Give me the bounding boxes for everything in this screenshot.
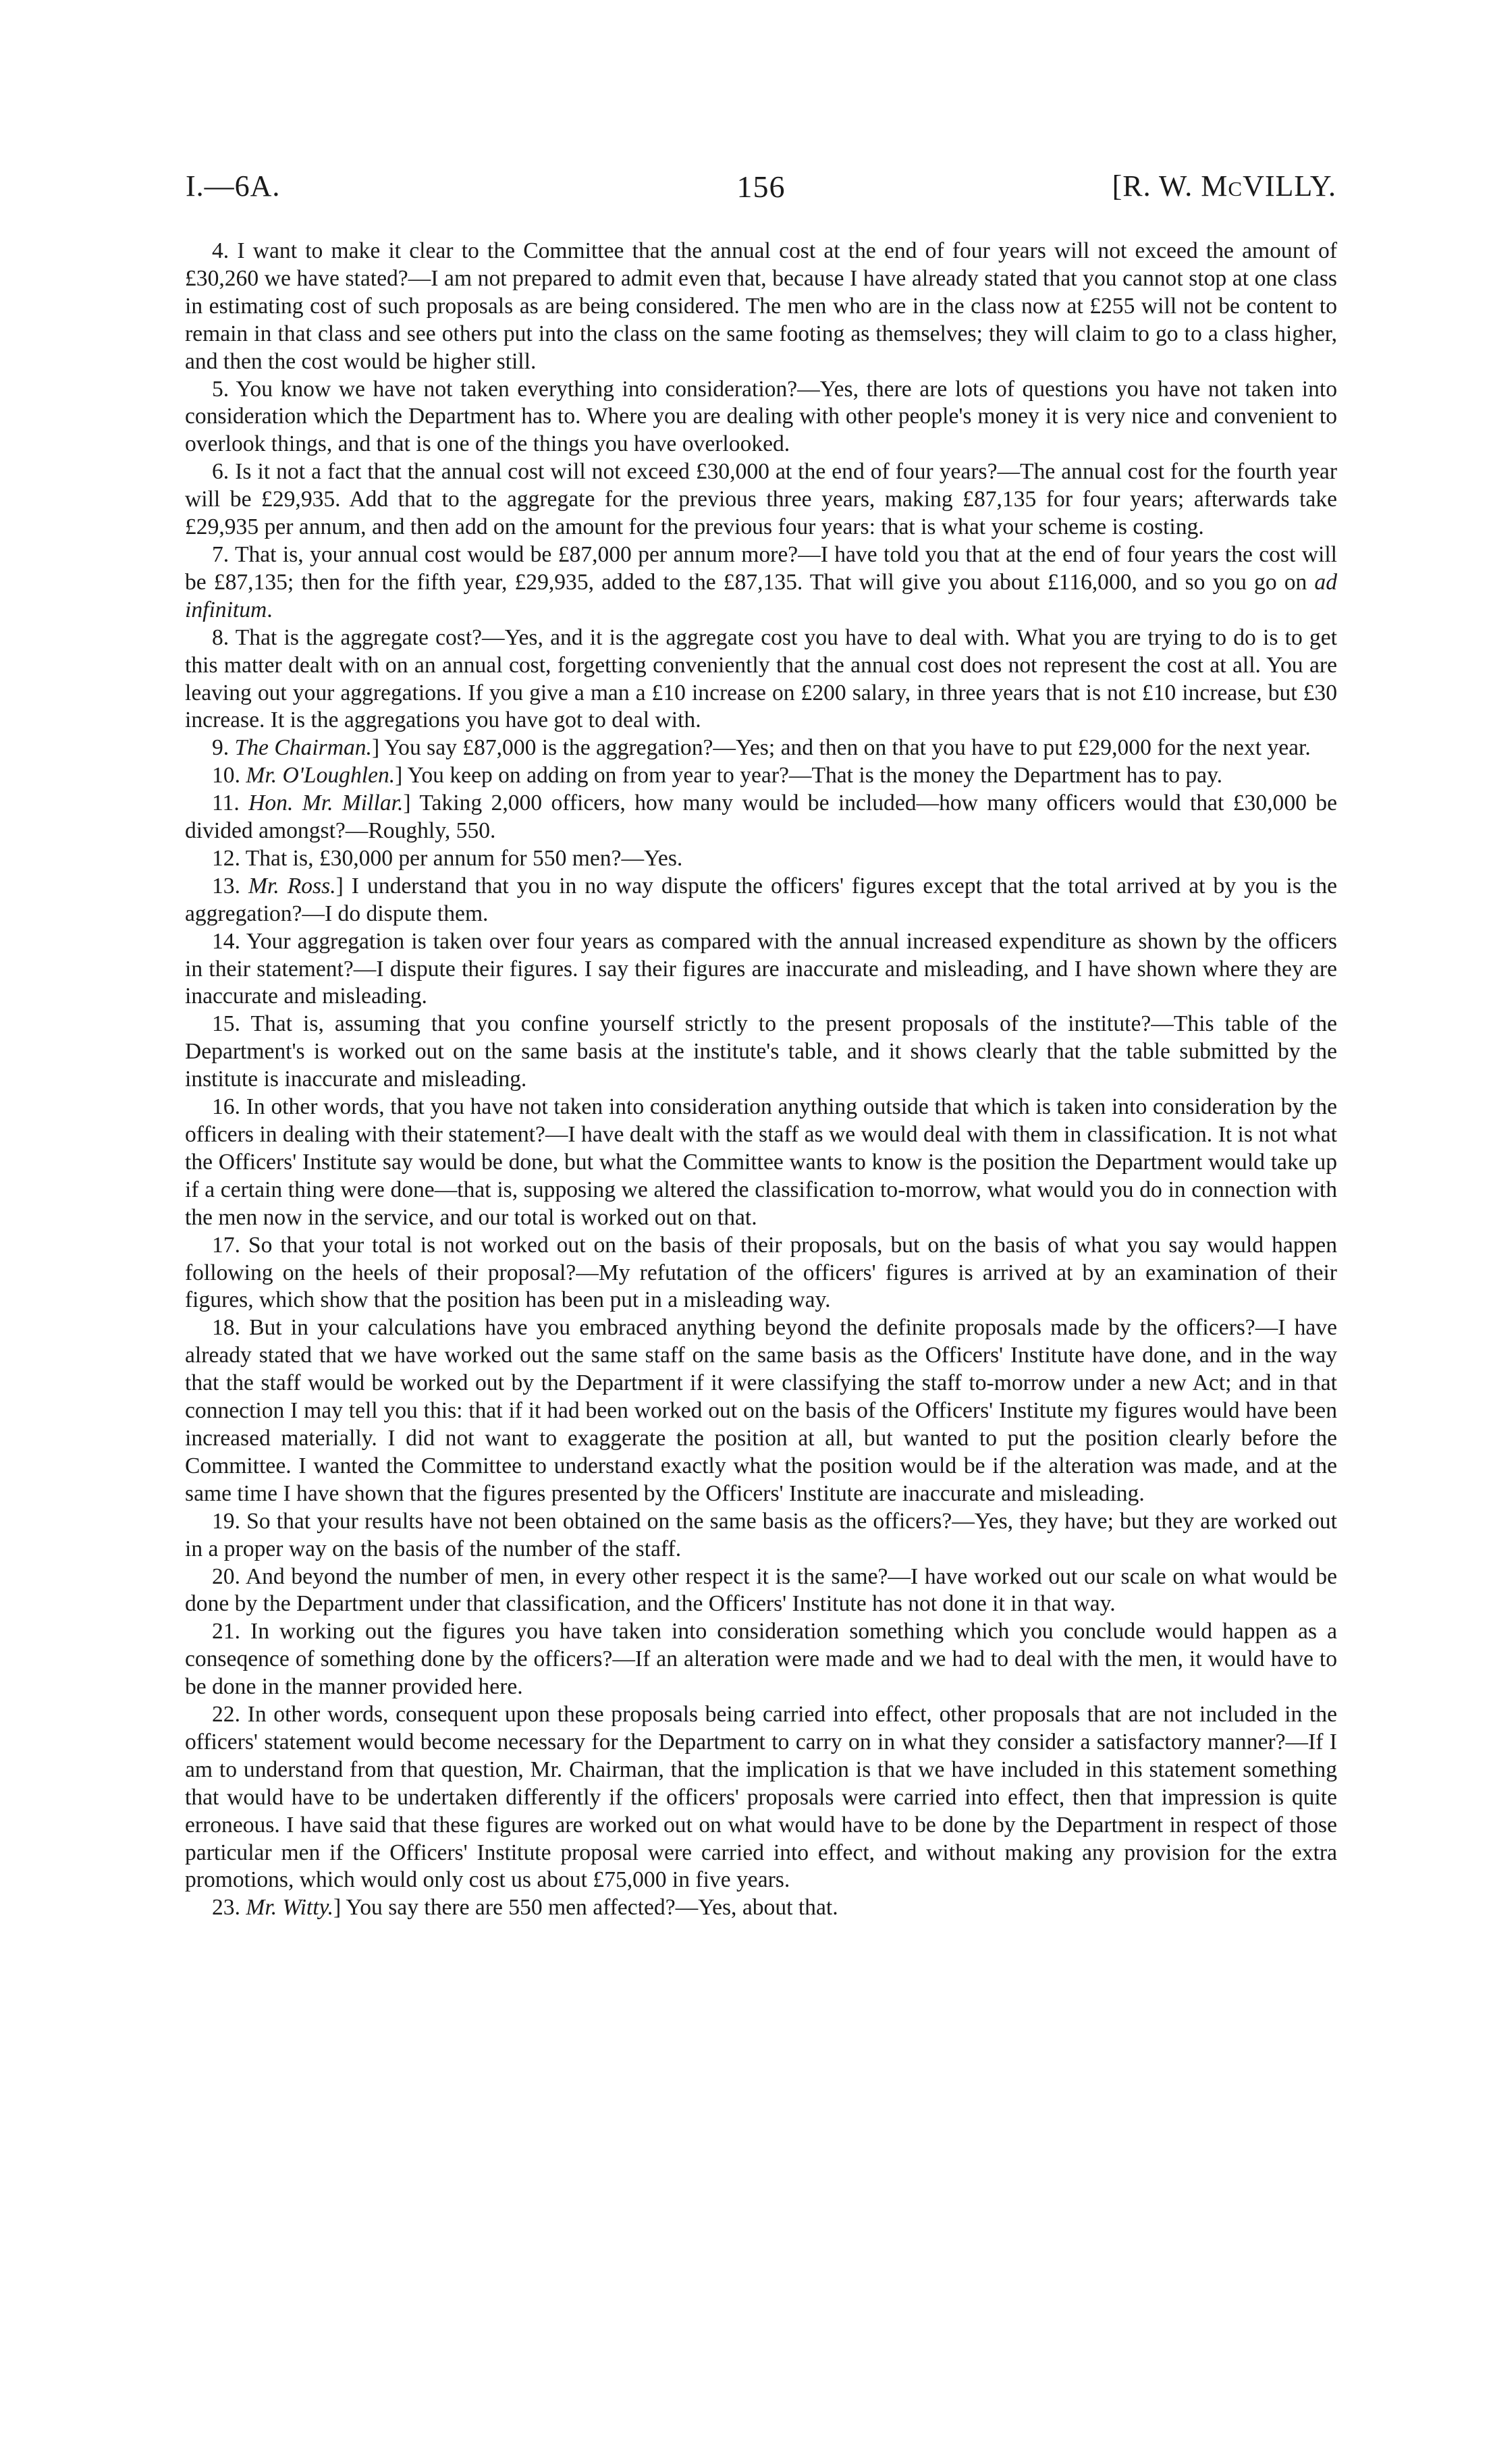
paragraph-text: 22. In other words, consequent upon these proposals being carried into effect, other proposals that are not included in the officers' statement would become necessary for the Department to carry on in what they consider a satisfactory manner?—If I am to understand from that question, Mr. Chairman, that the implication is that we have included in this statement something that would have to be undertaken differently if the officers' proposals were carried into effect, then that impression is quite erroneous. I have said that these figures are worked out on what would have to be done by the Department in respect of those particular men if the Officers' Institute proposal were carried into effect, and without making any provision for the extra promotions, which would only cost us about £75,000 in five years. bbox=[185, 1702, 1337, 1893]
paragraph-text: ] I understand that you in no way dispute the officers' figures except that the total arrived at by you is the aggregation?—I do dispute them. bbox=[185, 873, 1337, 926]
paragraph-text: 9. bbox=[212, 735, 235, 761]
evidence-body bbox=[185, 238, 1337, 1922]
paragraph-text: 16. In other words, that you have not taken into consideration anything outside that which is taken into consideration by the officers in dealing with their statement?—I have dealt with the staff as we would deal with them in classification. It is not what the Officers' Institute say would be done, but what the Committee wants to know is the position the Department would take up if a certain thing were done—that is, supposing we altered the classification to-morrow, what would you do in connection with the men now in the service, and our total is worked out on that. bbox=[185, 1094, 1337, 1230]
speaker-name: ad infinitum bbox=[185, 569, 1337, 622]
paragraph-text: 10. bbox=[212, 763, 246, 788]
paragraph-text: 17. So that your total is not worked out on the basis of their proposals, but on the basis of what you say would happen following on the heels of their proposal?—My refutation of the officers' figures is arrived at by an examination of their figures, which show that the position has been put in a misleading way. bbox=[185, 1232, 1337, 1313]
paragraph-text: 4. I want to make it clear to the Committee that the annual cost at the end of four years will not exceed the amount of £30,260 we have stated?—I am not prepared to admit even that, because I have already stated that you cannot stop at one class in estimating cost of such proposals as are being considered. The men who are in the class now at £255 will not be content to remain in that class and see others put into the class on the same footing as themselves; they will claim to go to a class higher, and then the cost would be higher still. bbox=[185, 238, 1337, 374]
question-paragraph bbox=[185, 1314, 1337, 1507]
paragraph-text: ] Taking 2,000 officers, how many would be included—how many officers would that £30,000 be divided amongst?—Roughly, 550. bbox=[185, 791, 1337, 844]
paragraph-text: ] You say £87,000 is the aggregation?—Yes; and then on that you have to put £29,000 for the next year. bbox=[371, 735, 1311, 761]
paragraph-text: 8. That is the aggregate cost?—Yes, and it is the aggregate cost you have to deal with. What you are trying to do is to get this matter dealt with on an annual cost, forgetting conveniently that the annual cost does not represent the cost at all. You are leaving out your aggregations. If you give a man a £10 increase on £200 salary, in three years that is not £10 increase, but £30 increase. It is the aggregations you have got to deal with. bbox=[185, 624, 1337, 733]
page-header bbox=[186, 169, 1336, 209]
witness-name: [R. W. McVILLY. bbox=[1112, 169, 1336, 203]
speaker-name: Mr. O'Loughlen. bbox=[246, 763, 396, 788]
paper-reference: I.—6A. bbox=[186, 169, 281, 203]
question-paragraph bbox=[185, 762, 1337, 790]
paragraph-text: 11. bbox=[212, 791, 249, 816]
question-paragraph bbox=[185, 873, 1337, 928]
question-paragraph bbox=[185, 1508, 1337, 1563]
question-paragraph bbox=[185, 1563, 1337, 1619]
paragraph-text: 6. Is it not a fact that the annual cost will not exceed £30,000 at the end of four years?—The annual cost for the fourth year will be £29,935. Add that to the aggregate for the previous three years, making £87,135 for four years; afterwards take £29,935 per annum, and then add on the amount for the previous four years: that is what your scheme is costing. bbox=[185, 459, 1337, 540]
question-paragraph bbox=[185, 1011, 1337, 1094]
paragraph-text: ] You say there are 550 men affected?—Yes, about that. bbox=[333, 1895, 838, 1921]
speaker-name: Mr. Witty. bbox=[246, 1895, 334, 1921]
question-paragraph bbox=[185, 1618, 1337, 1701]
question-paragraph bbox=[185, 624, 1337, 735]
question-paragraph bbox=[185, 1232, 1337, 1315]
question-paragraph bbox=[185, 1894, 1337, 1922]
paragraph-text: 12. That is, £30,000 per annum for 550 men?—Yes. bbox=[212, 845, 683, 871]
question-paragraph bbox=[185, 541, 1337, 624]
question-paragraph bbox=[185, 734, 1337, 762]
question-paragraph bbox=[185, 238, 1337, 376]
question-paragraph bbox=[185, 376, 1337, 459]
paragraph-text: 7. That is, your annual cost would be £87,000 per annum more?—I have told you that at the end of four years the cost will be £87,135; then for the fifth year, £29,935, added to the £87,135. That will give you about £116,000, and so you go on bbox=[185, 541, 1337, 595]
question-paragraph bbox=[185, 1094, 1337, 1232]
paragraph-text: 21. In working out the figures you have taken into consideration something which you conclude would happen as a conseqence of something done by the officers?—If an alteration were made and we had to deal with the men, it would have to be done in the manner provided here. bbox=[185, 1619, 1337, 1700]
paragraph-text: 19. So that your results have not been obtained on the same basis as the officers?—Yes, they have; but they are worked out in a proper way on the basis of the number of the staff. bbox=[185, 1508, 1337, 1561]
paragraph-text: 5. You know we have not taken everything into consideration?—Yes, there are lots of questions you have not taken into consideration which the Department has to. Where you are dealing with other people's money it is very nice and convenient to overlook things, and that is one of the things you have overlooked. bbox=[185, 376, 1337, 457]
page-number: 156 bbox=[736, 169, 786, 204]
question-paragraph bbox=[185, 1701, 1337, 1894]
question-paragraph bbox=[185, 458, 1337, 541]
paragraph-text: 23. bbox=[212, 1895, 246, 1921]
question-paragraph bbox=[185, 790, 1337, 845]
paragraph-text: 18. But in your calculations have you embraced anything beyond the definite proposals made by the officers?—I have already stated that we have worked out the same staff on the same basis as the Officers' Institute have done, and in the way that the staff would be worked out by the Department if it were classifying the staff to-morrow under a new Act; and in that connection I may tell you this: that if it had been worked out on the basis of the Officers' Institute my figures would have been increased materially. I did not want to exaggerate the position at all, but wanted to put the position clearly before the Committee. I wanted the Committee to understand exactly what the position would be if the alteration was made, and at the same time I have shown that the figures presented by the Officers' Institute are inaccurate and misleading. bbox=[185, 1315, 1337, 1506]
speaker-name: Hon. Mr. Millar. bbox=[248, 791, 404, 816]
paragraph-text: 20. And beyond the number of men, in every other respect it is the same?—I have worked out our scale on what would be done by the Department under that classification, and the Officers' Institute has not done it in that way. bbox=[185, 1563, 1337, 1617]
paragraph-text: 13. bbox=[212, 873, 249, 899]
question-paragraph bbox=[185, 928, 1337, 1011]
paragraph-text: 15. That is, assuming that you confine yourself strictly to the present proposals of the institute?—This table of the Department's is worked out on the same basis at the institute's table, and it shows clearly that the table submitted by the institute is inaccurate and misleading. bbox=[185, 1011, 1337, 1092]
paragraph-text: ] You keep on adding on from year to year?—That is the money the Department has to pay. bbox=[395, 763, 1223, 788]
paragraph-text: 14. Your aggregation is taken over four years as compared with the annual increased expenditure as shown by the officers in their statement?—I dispute their figures. I say their figures are inaccurate and misleading, and I have shown where they are inaccurate and misleading. bbox=[185, 928, 1337, 1009]
speaker-name: The Chairman. bbox=[234, 735, 372, 761]
question-paragraph bbox=[185, 845, 1337, 873]
paragraph-text: . bbox=[267, 597, 273, 622]
speaker-name: Mr. Ross. bbox=[248, 873, 336, 899]
